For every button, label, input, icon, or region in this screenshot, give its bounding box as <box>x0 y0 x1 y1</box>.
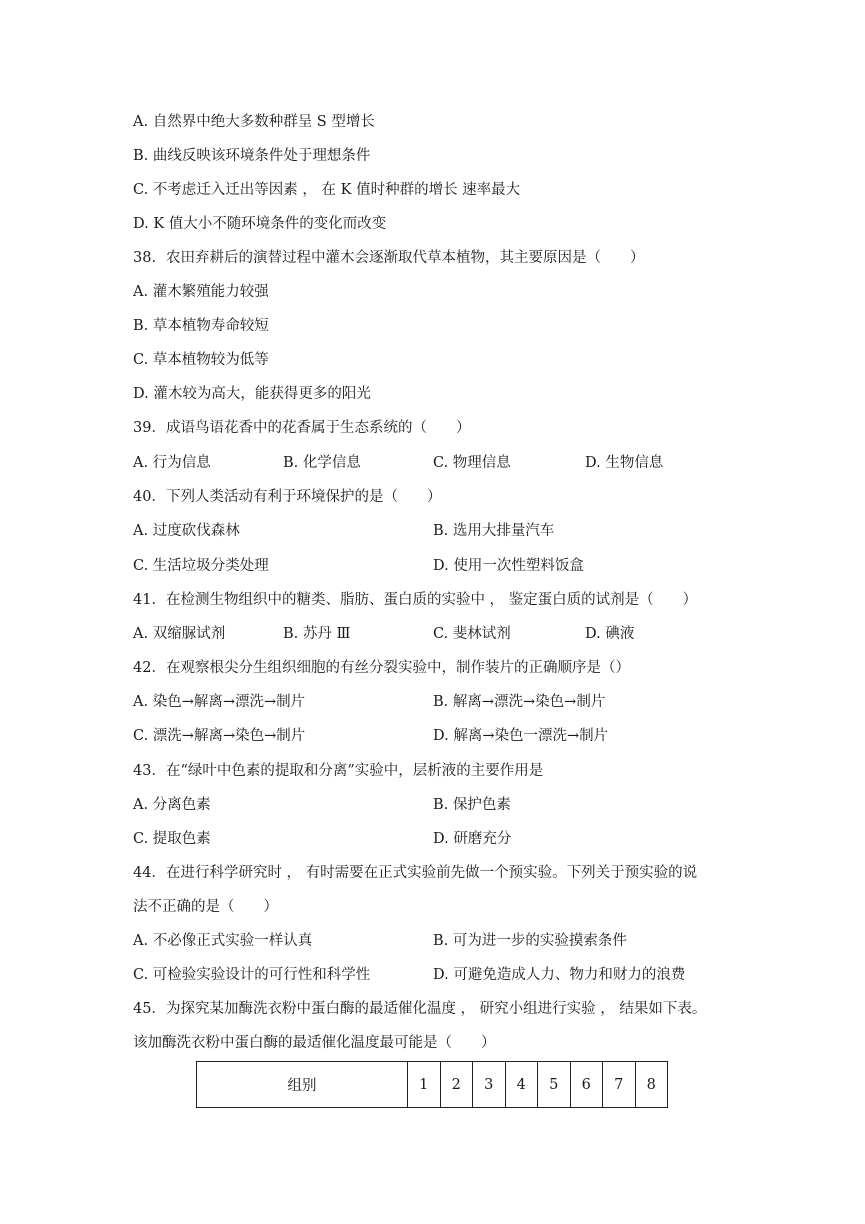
group-table-cell: 4 <box>505 1062 538 1108</box>
q40-option-c: C. 生活垃圾分类处理 <box>133 558 269 574</box>
q41-option-b: B. 苏丹 Ⅲ <box>283 626 351 642</box>
q39-option-c: C. 物理信息 <box>433 455 511 471</box>
group-table <box>196 1061 668 1108</box>
q44-stem-line2: 法不正确的是（ ） <box>133 899 278 915</box>
q42-option-d: D. 解离→染色一漂洗→制片 <box>433 728 609 744</box>
q45-stem-line2: 该加酶洗衣粉中蛋白酶的最适催化温度最可能是（ ） <box>133 1035 496 1051</box>
q44-option-a: A. 不必像正式实验一样认真 <box>133 933 313 949</box>
q41-option-a: A. 双缩脲试剂 <box>133 626 226 642</box>
q42-option-a: A. 染色→解离→漂洗→制片 <box>133 694 306 710</box>
q45-stem-line1: 45．为探究某加酶洗衣粉中蛋白酶的最适催化温度 ， 研究小组进行实验 ， 结果如下表。 <box>133 1001 707 1017</box>
q38-option-d: D. 灌木较为高大，能获得更多的阳光 <box>133 386 371 402</box>
group-table-cell: 7 <box>603 1062 636 1108</box>
q44-option-b: B. 可为进一步的实验摸索条件 <box>433 933 627 949</box>
q44-option-c: C. 可检验实验设计的可行性和科学性 <box>133 967 371 983</box>
q41-option-d: D. 碘液 <box>585 626 635 642</box>
q39-stem: 39．成语鸟语花香中的花香属于生态系统的（ ） <box>133 420 471 436</box>
group-table-cell: 1 <box>408 1062 441 1108</box>
q40-option-a: A. 过度砍伐森林 <box>133 523 240 539</box>
q37-option-d: D. K 值大小不随环境条件的变化而改变 <box>133 216 387 232</box>
q38-option-a: A. 灌木繁殖能力较强 <box>133 284 269 300</box>
q38-option-c: C. 草本植物较为低等 <box>133 352 269 368</box>
q44-stem-line1: 44．在进行科学研究时 ， 有时需要在正式实验前先做一个预实验。下列关于预实验的说 <box>133 865 698 881</box>
q43-option-a: A. 分离色素 <box>133 797 211 813</box>
group-table-cell: 6 <box>570 1062 603 1108</box>
group-table-header: 组别 <box>197 1062 408 1108</box>
q37-option-b: B. 曲线反映该环境条件处于理想条件 <box>133 148 371 164</box>
q40-stem: 40．下列人类活动有利于环境保护的是（ ） <box>133 489 442 505</box>
q42-stem: 42．在观察根尖分生组织细胞的有丝分裂实验中，制作装片的正确顺序是（） <box>133 660 630 676</box>
q38-option-b: B. 草本植物寿命较短 <box>133 318 269 334</box>
q37-option-a: A. 自然界中绝大多数种群呈 S 型增长 <box>133 114 375 130</box>
group-table-cell: 2 <box>440 1062 473 1108</box>
q42-option-c: C. 漂洗→解离→染色→制片 <box>133 728 306 744</box>
q44-option-d: D. 可避免造成人力、物力和财力的浪费 <box>433 967 686 983</box>
q41-stem: 41．在检测生物组织中的糖类、脂肪、蛋白质的实验中 ， 鉴定蛋白质的试剂是（ ） <box>133 592 698 608</box>
q42-option-b: B. 解离→漂洗→染色→制片 <box>433 694 606 710</box>
q41-option-c: C. 斐林试剂 <box>433 626 511 642</box>
q43-option-d: D. 研磨充分 <box>433 831 512 847</box>
group-table-cell: 3 <box>473 1062 506 1108</box>
group-table-cell: 8 <box>635 1062 668 1108</box>
q39-option-a: A. 行为信息 <box>133 455 211 471</box>
group-table-cell: 5 <box>538 1062 571 1108</box>
q38-stem: 38．农田弃耕后的演替过程中灌木会逐渐取代草本植物，其主要原因是（ ） <box>133 250 645 266</box>
group-table-row <box>197 1062 668 1108</box>
q39-option-d: D. 生物信息 <box>585 455 664 471</box>
q40-option-d: D. 使用一次性塑料饭盒 <box>433 558 584 574</box>
q43-stem: 43．在“绿叶中色素的提取和分离”实验中，层析液的主要作用是 <box>133 763 544 779</box>
q43-option-c: C. 提取色素 <box>133 831 211 847</box>
q43-option-b: B. 保护色素 <box>433 797 511 813</box>
q37-option-c: C. 不考虑迁入迁出等因素 ， 在 K 值时种群的增长 速率最大 <box>133 182 521 198</box>
q40-option-b: B. 选用大排量汽车 <box>433 523 555 539</box>
q39-option-b: B. 化学信息 <box>283 455 361 471</box>
